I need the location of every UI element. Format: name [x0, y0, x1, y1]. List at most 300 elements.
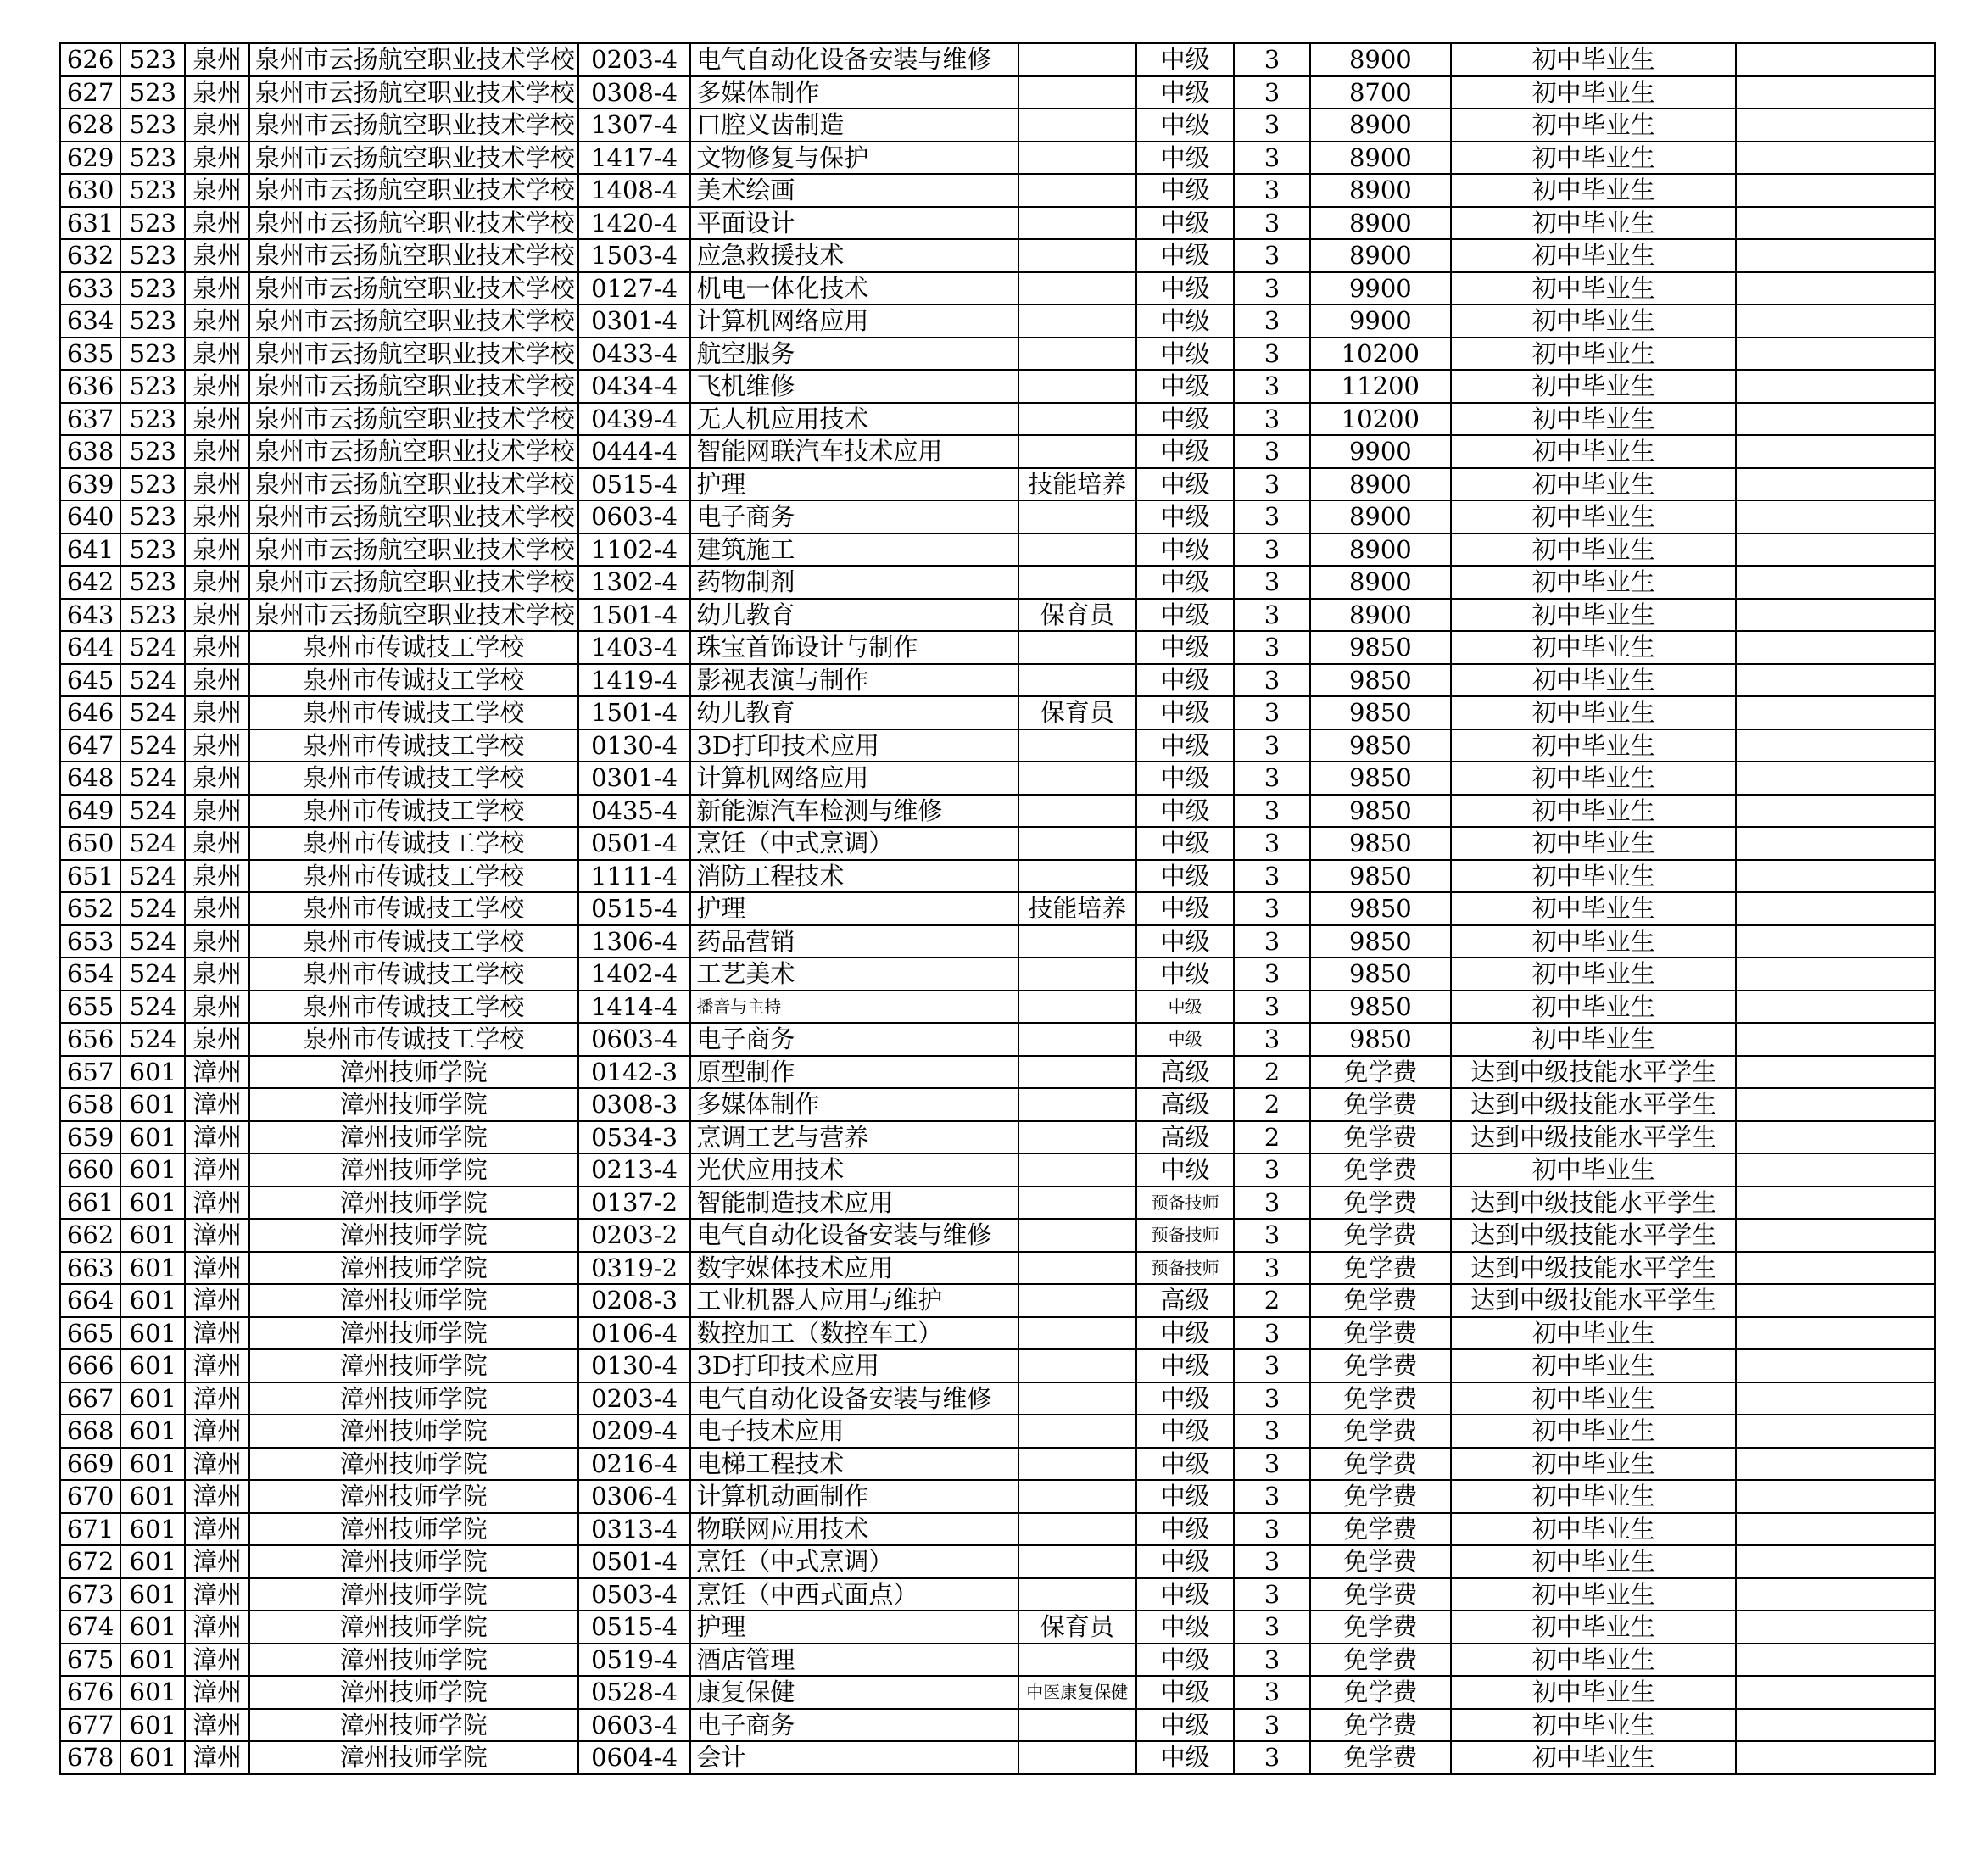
years-cell: 3	[1234, 1448, 1309, 1481]
city-cell: 泉州	[185, 370, 248, 403]
city-cell: 泉州	[185, 239, 248, 272]
years-cell: 3	[1234, 109, 1309, 142]
major-name-cell: 原型制作	[690, 1056, 1018, 1089]
row-number-cell: 646	[60, 696, 120, 729]
admission-requirement-cell: 初中毕业生	[1451, 696, 1736, 729]
years-cell: 3	[1234, 174, 1309, 207]
level-cell: 中级	[1136, 533, 1234, 567]
major-code-cell: 0319-2	[578, 1252, 690, 1285]
tuition-cell: 11200	[1310, 370, 1452, 403]
admission-requirement-cell: 初中毕业生	[1451, 76, 1736, 109]
years-cell: 3	[1234, 1415, 1309, 1448]
school-name-cell: 漳州技师学院	[249, 1578, 578, 1611]
tuition-cell: 免学费	[1310, 1513, 1452, 1546]
tuition-cell: 免学费	[1310, 1382, 1452, 1415]
tuition-cell: 8900	[1310, 239, 1452, 272]
major-name-cell: 机电一体化技术	[690, 272, 1018, 305]
city-cell: 泉州	[185, 174, 248, 207]
major-name-cell: 计算机网络应用	[690, 304, 1018, 338]
major-name-cell: 影视表演与制作	[690, 664, 1018, 697]
tuition-cell: 8900	[1310, 533, 1452, 567]
level-cell: 中级	[1136, 631, 1234, 664]
table-row	[60, 338, 1935, 371]
admission-requirement-cell: 达到中级技能水平学生	[1451, 1284, 1736, 1317]
years-cell: 3	[1234, 664, 1309, 697]
school-code-cell: 601	[120, 1252, 185, 1285]
major-code-cell: 0106-4	[578, 1317, 690, 1350]
school-code-cell: 523	[120, 272, 185, 305]
table-row	[60, 1448, 1935, 1481]
level-cell: 预备技师	[1136, 1252, 1234, 1285]
years-cell: 3	[1234, 1252, 1309, 1285]
tuition-cell: 免学费	[1310, 1219, 1452, 1252]
row-number-cell: 670	[60, 1480, 120, 1513]
major-name-cell: 美术绘画	[690, 174, 1018, 207]
tuition-cell: 10200	[1310, 403, 1452, 436]
row-number-cell: 632	[60, 239, 120, 272]
level-cell: 高级	[1136, 1088, 1234, 1121]
tuition-cell: 9850	[1310, 860, 1452, 893]
years-cell: 3	[1234, 1578, 1309, 1611]
row-number-cell: 673	[60, 1578, 120, 1611]
major-name-cell: 电气自动化设备安装与维修	[690, 1382, 1018, 1415]
major-code-cell: 1102-4	[578, 533, 690, 567]
school-code-cell: 601	[120, 1219, 185, 1252]
major-code-cell: 0604-4	[578, 1741, 690, 1774]
level-cell: 中级	[1136, 827, 1234, 860]
row-number-cell: 667	[60, 1382, 120, 1415]
years-cell: 3	[1234, 991, 1309, 1024]
school-code-cell: 524	[120, 631, 185, 664]
years-cell: 3	[1234, 207, 1309, 240]
table-row	[60, 1153, 1935, 1186]
city-cell: 泉州	[185, 207, 248, 240]
admission-requirement-cell: 初中毕业生	[1451, 1644, 1736, 1677]
row-number-cell: 653	[60, 925, 120, 958]
admission-requirement-cell: 初中毕业生	[1451, 958, 1736, 991]
level-cell: 中级	[1136, 1153, 1234, 1186]
table-row	[60, 1088, 1935, 1121]
table-row	[60, 762, 1935, 795]
direction-cell	[1018, 860, 1136, 893]
school-name-cell: 漳州技师学院	[249, 1709, 578, 1742]
tuition-cell: 免学费	[1310, 1448, 1452, 1481]
major-name-cell: 药品营销	[690, 925, 1018, 958]
remarks-cell	[1736, 338, 1935, 371]
school-code-cell: 524	[120, 860, 185, 893]
major-code-cell: 0515-4	[578, 892, 690, 925]
admission-requirement-cell: 初中毕业生	[1451, 566, 1736, 599]
school-name-cell: 泉州市云扬航空职业技术学校	[249, 533, 578, 567]
school-name-cell: 漳州技师学院	[249, 1676, 578, 1709]
admission-requirement-cell: 初中毕业生	[1451, 403, 1736, 436]
tuition-cell: 8900	[1310, 109, 1452, 142]
city-cell: 漳州	[185, 1056, 248, 1089]
years-cell: 3	[1234, 1219, 1309, 1252]
remarks-cell	[1736, 435, 1935, 468]
tuition-cell: 9850	[1310, 664, 1452, 697]
tuition-cell: 免学费	[1310, 1480, 1452, 1513]
table-row	[60, 500, 1935, 533]
remarks-cell	[1736, 729, 1935, 762]
city-cell: 漳州	[185, 1219, 248, 1252]
years-cell: 3	[1234, 1480, 1309, 1513]
direction-cell	[1018, 109, 1136, 142]
major-name-cell: 计算机网络应用	[690, 762, 1018, 795]
direction-cell	[1018, 664, 1136, 697]
row-number-cell: 648	[60, 762, 120, 795]
table-row	[60, 109, 1935, 142]
tuition-cell: 8900	[1310, 174, 1452, 207]
table-row	[60, 696, 1935, 729]
years-cell: 2	[1234, 1088, 1309, 1121]
admission-requirement-cell: 初中毕业生	[1451, 1448, 1736, 1481]
level-cell: 中级	[1136, 1676, 1234, 1709]
level-cell: 中级	[1136, 1611, 1234, 1644]
major-name-cell: 烹调工艺与营养	[690, 1121, 1018, 1154]
major-name-cell: 幼儿教育	[690, 599, 1018, 632]
level-cell: 中级	[1136, 1349, 1234, 1382]
tuition-cell: 免学费	[1310, 1611, 1452, 1644]
admission-requirement-cell: 初中毕业生	[1451, 1709, 1736, 1742]
table-row	[60, 1578, 1935, 1611]
school-code-cell: 523	[120, 76, 185, 109]
remarks-cell	[1736, 1415, 1935, 1448]
table-row	[60, 1611, 1935, 1644]
tuition-cell: 9850	[1310, 631, 1452, 664]
row-number-cell: 668	[60, 1415, 120, 1448]
major-name-cell: 多媒体制作	[690, 76, 1018, 109]
major-name-cell: 电梯工程技术	[690, 1448, 1018, 1481]
city-cell: 漳州	[185, 1741, 248, 1774]
admission-requirement-cell: 初中毕业生	[1451, 109, 1736, 142]
school-name-cell: 漳州技师学院	[249, 1480, 578, 1513]
major-name-cell: 工业机器人应用与维护	[690, 1284, 1018, 1317]
years-cell: 3	[1234, 762, 1309, 795]
table-row	[60, 1317, 1935, 1350]
direction-cell	[1018, 43, 1136, 76]
major-name-cell: 电气自动化设备安装与维修	[690, 43, 1018, 76]
years-cell: 3	[1234, 1709, 1309, 1742]
school-name-cell: 泉州市传诚技工学校	[249, 827, 578, 860]
direction-cell	[1018, 142, 1136, 175]
remarks-cell	[1736, 696, 1935, 729]
remarks-cell	[1736, 468, 1935, 501]
admission-requirement-cell: 初中毕业生	[1451, 370, 1736, 403]
remarks-cell	[1736, 1186, 1935, 1220]
school-code-cell: 601	[120, 1480, 185, 1513]
admission-requirement-cell: 达到中级技能水平学生	[1451, 1219, 1736, 1252]
level-cell: 中级	[1136, 207, 1234, 240]
admission-requirement-cell: 初中毕业生	[1451, 1023, 1736, 1056]
school-name-cell: 漳州技师学院	[249, 1186, 578, 1220]
table-row	[60, 1676, 1935, 1709]
table-row	[60, 566, 1935, 599]
years-cell: 3	[1234, 892, 1309, 925]
school-code-cell: 601	[120, 1578, 185, 1611]
admission-requirement-cell: 初中毕业生	[1451, 1513, 1736, 1546]
school-name-cell: 漳州技师学院	[249, 1317, 578, 1350]
major-code-cell: 0515-4	[578, 468, 690, 501]
tuition-cell: 免学费	[1310, 1121, 1452, 1154]
major-code-cell: 0434-4	[578, 370, 690, 403]
tuition-cell: 9850	[1310, 925, 1452, 958]
table-row	[60, 76, 1935, 109]
school-name-cell: 泉州市云扬航空职业技术学校	[249, 599, 578, 632]
table-row	[60, 1709, 1935, 1742]
years-cell: 3	[1234, 370, 1309, 403]
major-code-cell: 0216-4	[578, 1448, 690, 1481]
level-cell: 中级	[1136, 142, 1234, 175]
level-cell: 中级	[1136, 795, 1234, 828]
row-number-cell: 645	[60, 664, 120, 697]
school-name-cell: 泉州市传诚技工学校	[249, 860, 578, 893]
level-cell: 中级	[1136, 239, 1234, 272]
direction-cell	[1018, 1480, 1136, 1513]
tuition-cell: 免学费	[1310, 1317, 1452, 1350]
row-number-cell: 675	[60, 1644, 120, 1677]
tuition-cell: 免学费	[1310, 1741, 1452, 1774]
school-name-cell: 泉州市云扬航空职业技术学校	[249, 500, 578, 533]
school-code-cell: 601	[120, 1056, 185, 1089]
years-cell: 3	[1234, 1611, 1309, 1644]
direction-cell: 保育员	[1018, 696, 1136, 729]
level-cell: 中级	[1136, 1023, 1234, 1056]
level-cell: 中级	[1136, 1513, 1234, 1546]
tuition-cell: 9850	[1310, 1023, 1452, 1056]
row-number-cell: 649	[60, 795, 120, 828]
school-code-cell: 601	[120, 1513, 185, 1546]
direction-cell	[1018, 1448, 1136, 1481]
school-code-cell: 523	[120, 500, 185, 533]
school-code-cell: 523	[120, 533, 185, 567]
city-cell: 漳州	[185, 1709, 248, 1742]
level-cell: 中级	[1136, 599, 1234, 632]
school-code-cell: 601	[120, 1088, 185, 1121]
admission-requirement-cell: 初中毕业生	[1451, 533, 1736, 567]
city-cell: 泉州	[185, 142, 248, 175]
major-code-cell: 1501-4	[578, 599, 690, 632]
table-row	[60, 892, 1935, 925]
school-name-cell: 泉州市传诚技工学校	[249, 991, 578, 1024]
major-name-cell: 计算机动画制作	[690, 1480, 1018, 1513]
level-cell: 中级	[1136, 338, 1234, 371]
direction-cell: 保育员	[1018, 1611, 1136, 1644]
city-cell: 漳州	[185, 1252, 248, 1285]
major-code-cell: 0142-3	[578, 1056, 690, 1089]
school-code-cell: 523	[120, 435, 185, 468]
years-cell: 3	[1234, 827, 1309, 860]
school-code-cell: 601	[120, 1382, 185, 1415]
major-code-cell: 1419-4	[578, 664, 690, 697]
school-code-cell: 524	[120, 795, 185, 828]
remarks-cell	[1736, 43, 1935, 76]
remarks-cell	[1736, 925, 1935, 958]
years-cell: 3	[1234, 1349, 1309, 1382]
major-code-cell: 0301-4	[578, 762, 690, 795]
school-name-cell: 泉州市传诚技工学校	[249, 1023, 578, 1056]
row-number-cell: 638	[60, 435, 120, 468]
school-code-cell: 601	[120, 1121, 185, 1154]
years-cell: 3	[1234, 1676, 1309, 1709]
school-code-cell: 601	[120, 1545, 185, 1578]
table-row	[60, 1513, 1935, 1546]
table-row	[60, 599, 1935, 632]
direction-cell	[1018, 729, 1136, 762]
major-name-cell: 烹饪（中式烹调）	[690, 1545, 1018, 1578]
years-cell: 3	[1234, 338, 1309, 371]
level-cell: 中级	[1136, 664, 1234, 697]
direction-cell: 技能培养	[1018, 892, 1136, 925]
table-row	[60, 468, 1935, 501]
remarks-cell	[1736, 304, 1935, 338]
remarks-cell	[1736, 370, 1935, 403]
row-number-cell: 628	[60, 109, 120, 142]
major-name-cell: 电子技术应用	[690, 1415, 1018, 1448]
years-cell: 3	[1234, 76, 1309, 109]
major-name-cell: 幼儿教育	[690, 696, 1018, 729]
school-name-cell: 泉州市云扬航空职业技术学校	[249, 43, 578, 76]
city-cell: 漳州	[185, 1480, 248, 1513]
row-number-cell: 626	[60, 43, 120, 76]
school-code-cell: 601	[120, 1709, 185, 1742]
major-name-cell: 烹饪（中西式面点）	[690, 1578, 1018, 1611]
direction-cell	[1018, 1578, 1136, 1611]
major-name-cell: 平面设计	[690, 207, 1018, 240]
row-number-cell: 642	[60, 566, 120, 599]
table-row	[60, 435, 1935, 468]
tuition-cell: 9850	[1310, 958, 1452, 991]
tuition-cell: 10200	[1310, 338, 1452, 371]
table-row	[60, 403, 1935, 436]
school-name-cell: 泉州市云扬航空职业技术学校	[249, 468, 578, 501]
admission-requirement-cell: 初中毕业生	[1451, 435, 1736, 468]
city-cell: 泉州	[185, 795, 248, 828]
city-cell: 泉州	[185, 631, 248, 664]
remarks-cell	[1736, 827, 1935, 860]
admission-requirement-cell: 初中毕业生	[1451, 1480, 1736, 1513]
years-cell: 3	[1234, 1023, 1309, 1056]
tuition-cell: 8700	[1310, 76, 1452, 109]
major-name-cell: 新能源汽车检测与维修	[690, 795, 1018, 828]
admission-requirement-cell: 初中毕业生	[1451, 207, 1736, 240]
school-name-cell: 泉州市云扬航空职业技术学校	[249, 174, 578, 207]
admission-requirement-cell: 初中毕业生	[1451, 304, 1736, 338]
school-name-cell: 漳州技师学院	[249, 1382, 578, 1415]
years-cell: 3	[1234, 403, 1309, 436]
remarks-cell	[1736, 631, 1935, 664]
school-code-cell: 524	[120, 696, 185, 729]
major-name-cell: 多媒体制作	[690, 1088, 1018, 1121]
direction-cell: 保育员	[1018, 599, 1136, 632]
table-row	[60, 1121, 1935, 1154]
school-name-cell: 泉州市云扬航空职业技术学校	[249, 109, 578, 142]
school-name-cell: 泉州市传诚技工学校	[249, 958, 578, 991]
city-cell: 漳州	[185, 1448, 248, 1481]
school-name-cell: 泉州市云扬航空职业技术学校	[249, 239, 578, 272]
direction-cell	[1018, 827, 1136, 860]
major-code-cell: 1414-4	[578, 991, 690, 1024]
major-code-cell: 1307-4	[578, 109, 690, 142]
major-name-cell: 康复保健	[690, 1676, 1018, 1709]
school-name-cell: 泉州市传诚技工学校	[249, 664, 578, 697]
table-row	[60, 304, 1935, 338]
admission-requirement-cell: 达到中级技能水平学生	[1451, 1186, 1736, 1220]
major-code-cell: 0306-4	[578, 1480, 690, 1513]
direction-cell	[1018, 304, 1136, 338]
tuition-cell: 8900	[1310, 142, 1452, 175]
direction-cell	[1018, 533, 1136, 567]
row-number-cell: 669	[60, 1448, 120, 1481]
city-cell: 泉州	[185, 991, 248, 1024]
row-number-cell: 656	[60, 1023, 120, 1056]
major-code-cell: 0433-4	[578, 338, 690, 371]
major-code-cell: 0313-4	[578, 1513, 690, 1546]
table-row	[60, 1023, 1935, 1056]
major-code-cell: 0127-4	[578, 272, 690, 305]
major-name-cell: 播音与主持	[690, 991, 1018, 1024]
remarks-cell	[1736, 1644, 1935, 1677]
major-name-cell: 物联网应用技术	[690, 1513, 1018, 1546]
level-cell: 中级	[1136, 1709, 1234, 1742]
table-row	[60, 1186, 1935, 1220]
admission-requirement-cell: 初中毕业生	[1451, 729, 1736, 762]
city-cell: 泉州	[185, 958, 248, 991]
level-cell: 中级	[1136, 403, 1234, 436]
city-cell: 泉州	[185, 1023, 248, 1056]
city-cell: 泉州	[185, 860, 248, 893]
tuition-cell: 9900	[1310, 435, 1452, 468]
remarks-cell	[1736, 1480, 1935, 1513]
admission-requirement-cell: 达到中级技能水平学生	[1451, 1088, 1736, 1121]
major-code-cell: 0308-3	[578, 1088, 690, 1121]
direction-cell	[1018, 1284, 1136, 1317]
row-number-cell: 630	[60, 174, 120, 207]
years-cell: 3	[1234, 1513, 1309, 1546]
school-name-cell: 泉州市云扬航空职业技术学校	[249, 304, 578, 338]
remarks-cell	[1736, 860, 1935, 893]
row-number-cell: 643	[60, 599, 120, 632]
admission-requirement-cell: 初中毕业生	[1451, 1545, 1736, 1578]
years-cell: 3	[1234, 795, 1309, 828]
major-name-cell: 护理	[690, 468, 1018, 501]
direction-cell	[1018, 762, 1136, 795]
major-name-cell: 光伏应用技术	[690, 1153, 1018, 1186]
city-cell: 漳州	[185, 1186, 248, 1220]
direction-cell	[1018, 435, 1136, 468]
row-number-cell: 629	[60, 142, 120, 175]
admission-requirement-cell: 初中毕业生	[1451, 860, 1736, 893]
level-cell: 中级	[1136, 109, 1234, 142]
row-number-cell: 657	[60, 1056, 120, 1089]
tuition-cell: 免学费	[1310, 1578, 1452, 1611]
level-cell: 中级	[1136, 1545, 1234, 1578]
city-cell: 漳州	[185, 1317, 248, 1350]
tuition-cell: 9850	[1310, 696, 1452, 729]
row-number-cell: 662	[60, 1219, 120, 1252]
remarks-cell	[1736, 892, 1935, 925]
major-name-cell: 文物修复与保护	[690, 142, 1018, 175]
level-cell: 中级	[1136, 1382, 1234, 1415]
admission-requirement-cell: 达到中级技能水平学生	[1451, 1121, 1736, 1154]
table-row	[60, 1382, 1935, 1415]
row-number-cell: 666	[60, 1349, 120, 1382]
remarks-cell	[1736, 1317, 1935, 1350]
table-row	[60, 1252, 1935, 1285]
city-cell: 漳州	[185, 1349, 248, 1382]
row-number-cell: 660	[60, 1153, 120, 1186]
tuition-cell: 9850	[1310, 762, 1452, 795]
